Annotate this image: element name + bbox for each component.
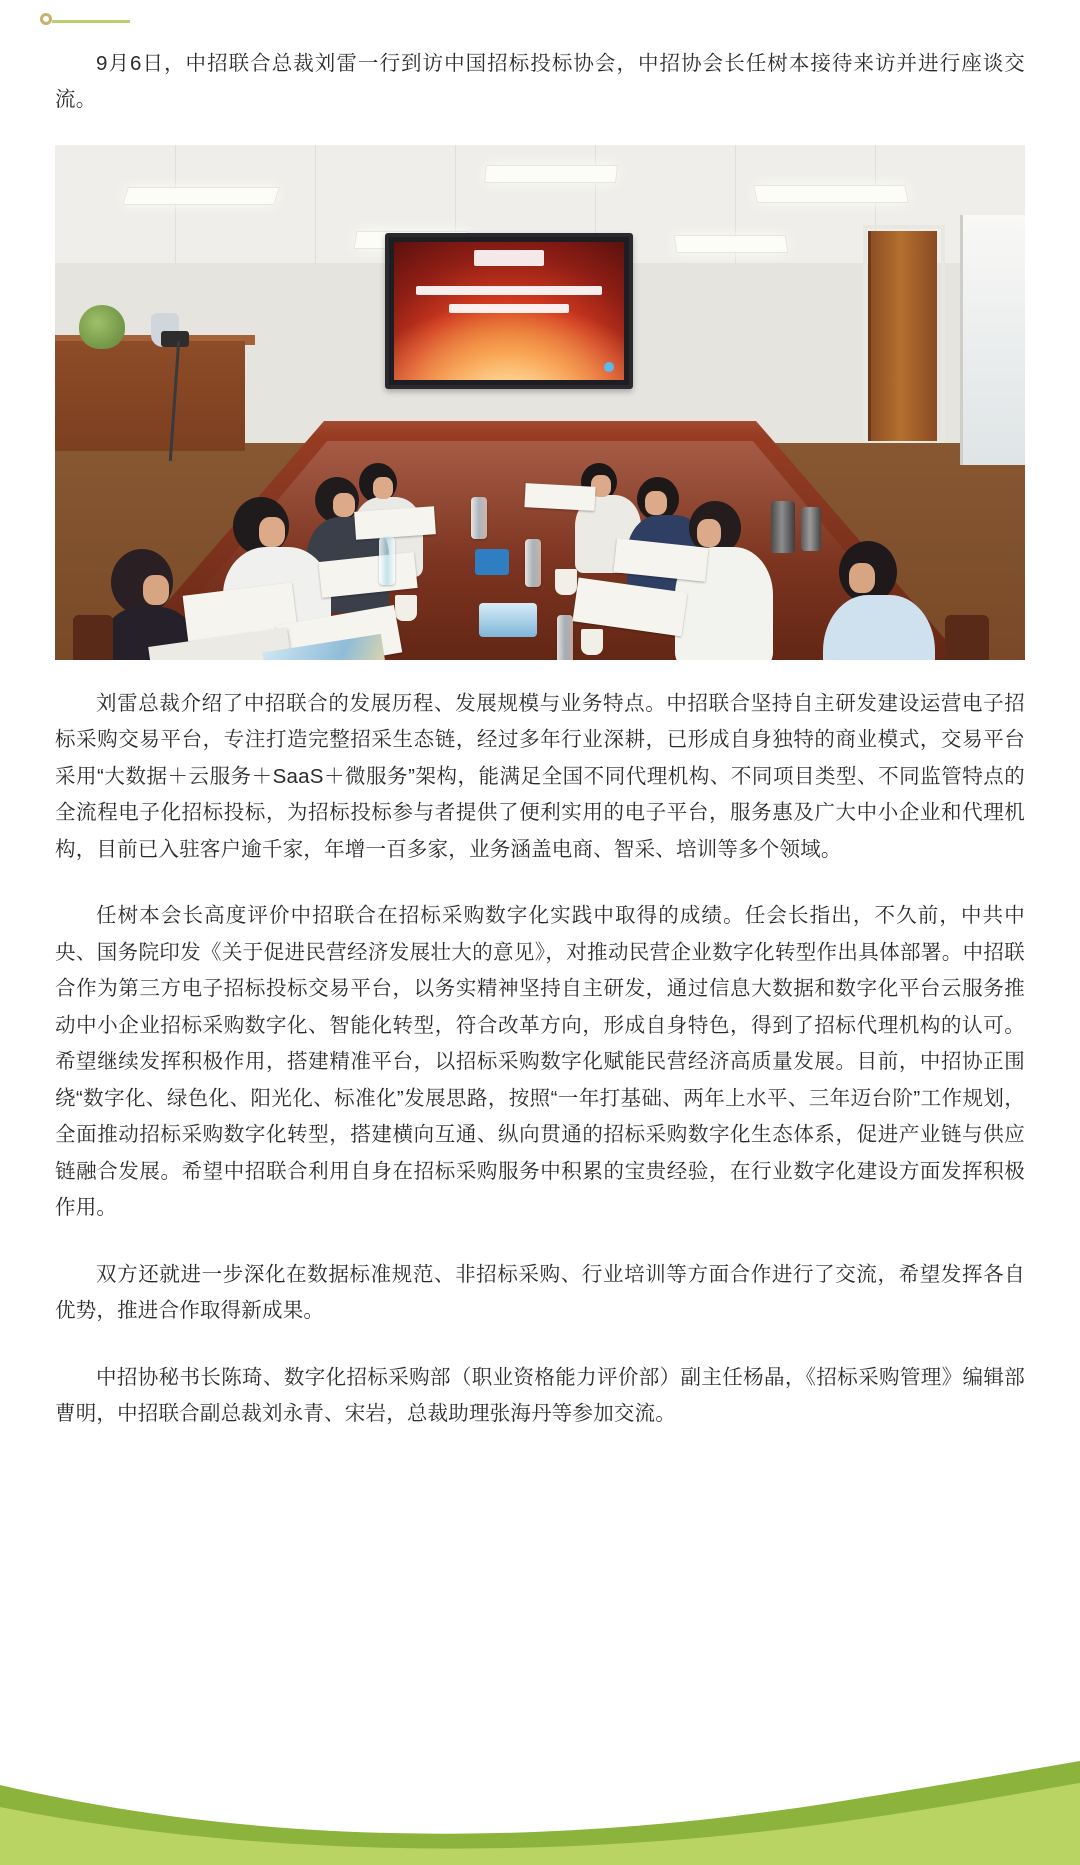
thermos-icon [801, 507, 821, 551]
ceiling-light-icon [484, 165, 618, 183]
screen-welcome-line-1 [416, 286, 602, 295]
bottom-decoration [0, 1745, 1080, 1865]
water-bottle-icon [471, 497, 487, 539]
screen-logo [474, 250, 544, 266]
water-bottle-icon [525, 539, 541, 587]
side-cabinet [55, 341, 245, 451]
screen-welcome-line-2 [449, 304, 569, 313]
document-sheet [354, 506, 436, 540]
screen-swoosh [394, 305, 624, 380]
camera-icon [161, 331, 189, 347]
meeting-photo [55, 145, 1025, 660]
document-sheet [524, 483, 595, 511]
chair [73, 615, 113, 660]
water-bottle-icon [379, 537, 395, 585]
tissue-box-icon [479, 603, 537, 637]
ceiling-light-icon [122, 187, 280, 205]
blue-box [475, 549, 509, 575]
thermos-icon [771, 501, 795, 553]
paragraph-5: 中招协秘书长陈琦、数字化招标采购部（职业资格能力评价部）副主任杨晶，《招标采购管理》编辑部曹明，中招联合副总裁刘永青、宋岩，总裁助理张海丹等参加交流。 [55, 1365, 1025, 1426]
paper-cup-icon [555, 569, 577, 595]
paragraph-4: 双方还就进一步深化在数据标准规范、非招标采购、行业培训等方面合作进行了交流，希望发挥各自优势，推进合作取得新成果。 [55, 1262, 1025, 1323]
plant-icon [79, 305, 125, 349]
photo-scene [55, 145, 1025, 660]
window [960, 215, 1025, 465]
ceiling-light-icon [753, 185, 909, 203]
door [868, 231, 937, 441]
water-bottle-icon [557, 615, 573, 660]
chair [945, 615, 989, 660]
ceiling-light-icon [674, 235, 789, 253]
paper-cup-icon [581, 629, 603, 655]
screen-content [394, 242, 624, 380]
paragraph-2: 刘雷总裁介绍了中招联合的发展历程、发展规模与业务特点。中招联合坚持自主研发建设运营电子招标采购交易平台，专注打造完整招采生态链，经过多年行业深耕，已形成自身独特的商业模式，交易平台采用“大数据＋云服务＋SaaS＋微服务”架构，能满足全国不同代理机构、不同项目类型、不同监管特点的全流程电子化招标投标，为招标投标参与者提供了便利实用的电子平台，服务惠及广大中小企业和代理机构，目前已入驻客户逾千家，年增一百多家，业务涵盖电商、智采、培训等多个领域。 [55, 691, 1025, 861]
paragraph-lead: 9月6日，中招联合总裁刘雷一行到访中国招标投标协会，中招协会长任树本接待来访并进行座谈交流。 [55, 52, 1025, 112]
paragraph-3: 任树本会长高度评价中招联合在招标采购数字化实践中取得的成绩。任会长指出，不久前，中共中央、国务院印发《关于促进民营经济发展壮大的意见》，对推动民营企业数字化转型作出具体部署。中招联合作为第三方电子招标投标交易平台，以务实精神坚持自主研发，通过信息大数据和数字化平台云服务推动中小企业招标采购数字化、智能化转型，符合改革方向，形成自身特色，得到了招标代理机构的认可。希望继续发挥积极作用，搭建精准平台，以招标采购数字化赋能民营经济高质量发展。目前，中招协正围绕“数字化、绿色化、阳光化、标准化”发展思路，按照“一年打基础、两年上水平、三年迈台阶”工作规划，全面推动招标采购数字化转型，搭建横向互通、纵向贯通的招标采购数字化生态体系，促进产业链与供应链融合发展。希望中招联合利用自身在招标采购服务中积累的宝贵经验，在行业数字化建设方面发挥积极作用。 [55, 904, 1025, 1220]
screen-indicator-icon [604, 362, 614, 372]
paper-cup-icon [395, 595, 417, 621]
presentation-screen [385, 233, 633, 389]
